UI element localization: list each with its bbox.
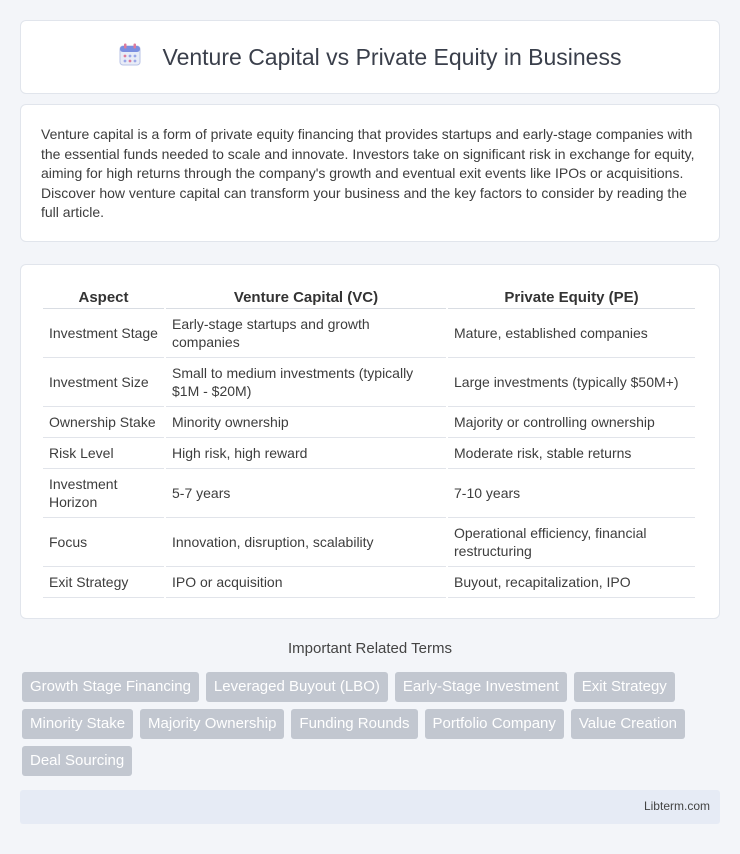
tag-leveraged-buyout[interactable]: Leveraged Buyout (LBO) xyxy=(206,672,388,702)
tag-majority-ownership[interactable]: Majority Ownership xyxy=(140,709,284,739)
title-wrap xyxy=(119,43,622,72)
footer xyxy=(20,790,720,824)
table-cell: Buyout, recapitalization, IPO xyxy=(448,567,695,598)
tag-funding-rounds[interactable]: Funding Rounds xyxy=(291,709,417,739)
table-row xyxy=(43,469,695,518)
header-vc: Venture Capital (VC) xyxy=(166,285,446,309)
table-cell: Moderate risk, stable returns xyxy=(448,438,695,469)
table-cell: Investment Horizon xyxy=(43,469,164,518)
table-cell: Early-stage startups and growth companies xyxy=(166,309,446,358)
table-cell: High risk, high reward xyxy=(166,438,446,469)
table-cell: Risk Level xyxy=(43,438,164,469)
table-cell: Mature, established companies xyxy=(448,309,695,358)
tag-early-stage-investment[interactable]: Early-Stage Investment xyxy=(395,672,567,702)
tag-deal-sourcing[interactable]: Deal Sourcing xyxy=(22,746,132,776)
table-cell: 7-10 years xyxy=(448,469,695,518)
table-cell: Small to medium investments (typically $1M - $20M) xyxy=(166,358,446,407)
table-cell: Large investments (typically $50M+) xyxy=(448,358,695,407)
tag-growth-stage-financing[interactable]: Growth Stage Financing xyxy=(22,672,199,702)
header-pe: Private Equity (PE) xyxy=(448,285,695,309)
calendar-icon xyxy=(119,43,141,72)
table-cell: Investment Size xyxy=(43,358,164,407)
tag-value-creation[interactable]: Value Creation xyxy=(571,709,685,739)
footer-site-link[interactable]: Libterm.com xyxy=(643,799,710,813)
table-row xyxy=(43,358,695,407)
table-cell: Operational efficiency, financial restructuring xyxy=(448,518,695,567)
table-cell: 5-7 years xyxy=(166,469,446,518)
table-cell: Focus xyxy=(43,518,164,567)
intro-text: Venture capital is a form of private equity financing that provides startups and early-stage companies with the essential funds needed to scale and innovate. Investors take on significant risk in exchange for equity, aiming for high returns through the company's growth and eventual exit events like IPOs or acquisitions. Discover how venture capital can transform your business and the key factors to consider by reading the full article. xyxy=(41,126,695,220)
table-row xyxy=(43,438,695,469)
table-row xyxy=(43,309,695,358)
table-cell: Ownership Stake xyxy=(43,407,164,438)
related-terms-title: Important Related Terms xyxy=(288,640,452,657)
tag-exit-strategy[interactable]: Exit Strategy xyxy=(574,672,675,702)
comparison-table xyxy=(41,285,697,598)
table-header-row xyxy=(43,285,695,309)
table-row xyxy=(43,407,695,438)
comparison-card xyxy=(20,264,720,619)
page-title: Venture Capital vs Private Equity in Business xyxy=(162,43,622,70)
table-cell: Innovation, disruption, scalability xyxy=(166,518,446,567)
related-terms-list xyxy=(22,672,722,776)
table-cell: Minority ownership xyxy=(166,407,446,438)
table-cell: Exit Strategy xyxy=(43,567,164,598)
intro-card xyxy=(20,104,720,242)
table-cell: IPO or acquisition xyxy=(166,567,446,598)
tag-portfolio-company[interactable]: Portfolio Company xyxy=(425,709,564,739)
header-aspect: Aspect xyxy=(43,285,164,309)
tag-minority-stake[interactable]: Minority Stake xyxy=(22,709,133,739)
table-row xyxy=(43,567,695,598)
table-cell: Investment Stage xyxy=(43,309,164,358)
table-row xyxy=(43,518,695,567)
table-cell: Majority or controlling ownership xyxy=(448,407,695,438)
header-card xyxy=(20,20,720,94)
